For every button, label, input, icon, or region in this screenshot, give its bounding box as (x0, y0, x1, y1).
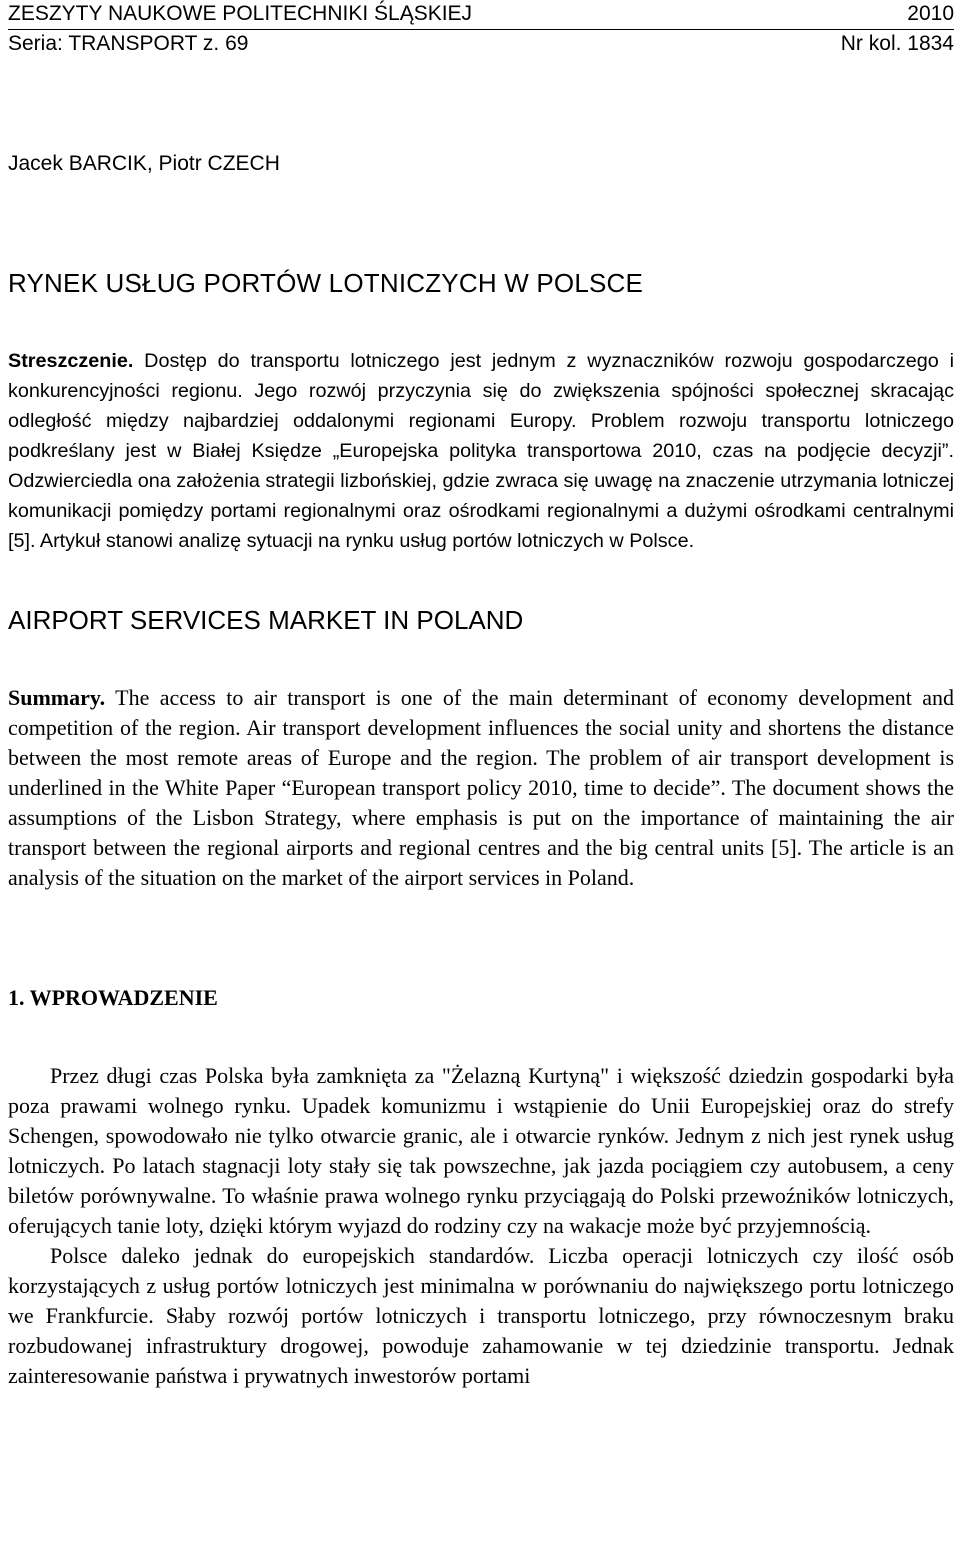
body-paragraph: Przez długi czas Polska była zamknięta za "Żelazną Kurtyną" i większość dziedzin gospodarki była poza prawami wolnego rynku. Upadek komunizmu i wstąpienie do Unii Europejskiej oraz do strefy Schengen, spowodowało nie tylko otwarcie granic, ale i otwarcie rynków. Jednym z nich jest rynek usług lotniczych. Po latach stagnacji loty stały się tak powszechne, jak jazda pociągiem czy autobusem, a ceny biletów porównywalne. To właśnie prawa wolnego rynku przyciągają do Polski przewoźników lotniczych, oferujących tanie loty, dzięki którym wyjazd do rodziny czy na wakacje może być przyjemnością. (8, 1063, 954, 1238)
running-header-bottom (8, 30, 954, 58)
abstract-en (8, 683, 954, 893)
journal-name: ZESZYTY NAUKOWE POLITECHNIKI ŚLĄSKIEJ (8, 2, 473, 25)
abstract-en-lead: Summary. (8, 685, 106, 710)
abstract-en-text: The access to air transport is one of the main determinant of economy development and competition of the region. Air transport development influences the social unity and shortens the distance between the most remote areas of Europe and the region. The problem of air transport development is underlined in the White Paper “European transport policy 2010, time to decide”. The document shows the assumptions of the Lisbon Strategy, where emphasis is put on the importance of maintaining the air transport between the regional airports and regional centres and the big central units [5]. The article is an analysis of the situation on the market of the airport services in Poland. (8, 685, 954, 890)
abstract-pl-lead: Streszczenie. (8, 350, 134, 372)
section-heading: 1. WPROWADZENIE (8, 985, 218, 1010)
running-header-top (8, 0, 954, 28)
journal-year: 2010 (907, 2, 954, 25)
abstract-pl-text: Dostęp do transportu lotniczego jest jednym z wyznaczników rozwoju gospodarczego i konkurencyjności regionu. Jego rozwój przyczynia się do zwiększenia spójności społecznej skracając odległość między najbardziej oddalonymi regionami Europy. Problem rozwoju transportu lotniczego podkreślany jest w Białej Księdze „Europejska polityka transportowa 2010, czas na podjęcie decyzji”. Odzwierciedla ona założenia strategii lizbońskiej, gdzie zwraca się uwagę na znaczenie utrzymania lotniczej komunikacji pomiędzy portami regionalnymi oraz ośrodkami regionalnymi a dużymi ośrodkami centralnymi [5]. Artykuł stanowi analizę sytuacji na rynku usług portów lotniczych w Polsce. (8, 350, 954, 552)
journal-issue: Nr kol. 1834 (840, 32, 954, 55)
journal-series: Seria: TRANSPORT z. 69 (8, 32, 249, 55)
paper-title-pl: RYNEK USŁUG PORTÓW LOTNICZYCH W POLSCE (8, 268, 644, 298)
body-paragraph: Polsce daleko jednak do europejskich standardów. Liczba operacji lotniczych czy ilość osób korzystających z usług portów lotniczych jest minimalna w porównaniu do największego portu lotniczego we Frankfurcie. Słaby rozwój portów lotniczych i transportu lotniczego, przy równoczesnym braku rozbudowanej infrastruktury drogowej, powoduje zahamowanie w tej dziedzinie transportu. Jednak zainteresowanie państwa i prywatnych inwestorów portami (8, 1243, 954, 1388)
section-body (8, 1061, 954, 1391)
paper-title-en: AIRPORT SERVICES MARKET IN POLAND (8, 605, 524, 635)
authors: Jacek BARCIK, Piotr CZECH (8, 152, 280, 175)
abstract-pl (8, 346, 954, 556)
